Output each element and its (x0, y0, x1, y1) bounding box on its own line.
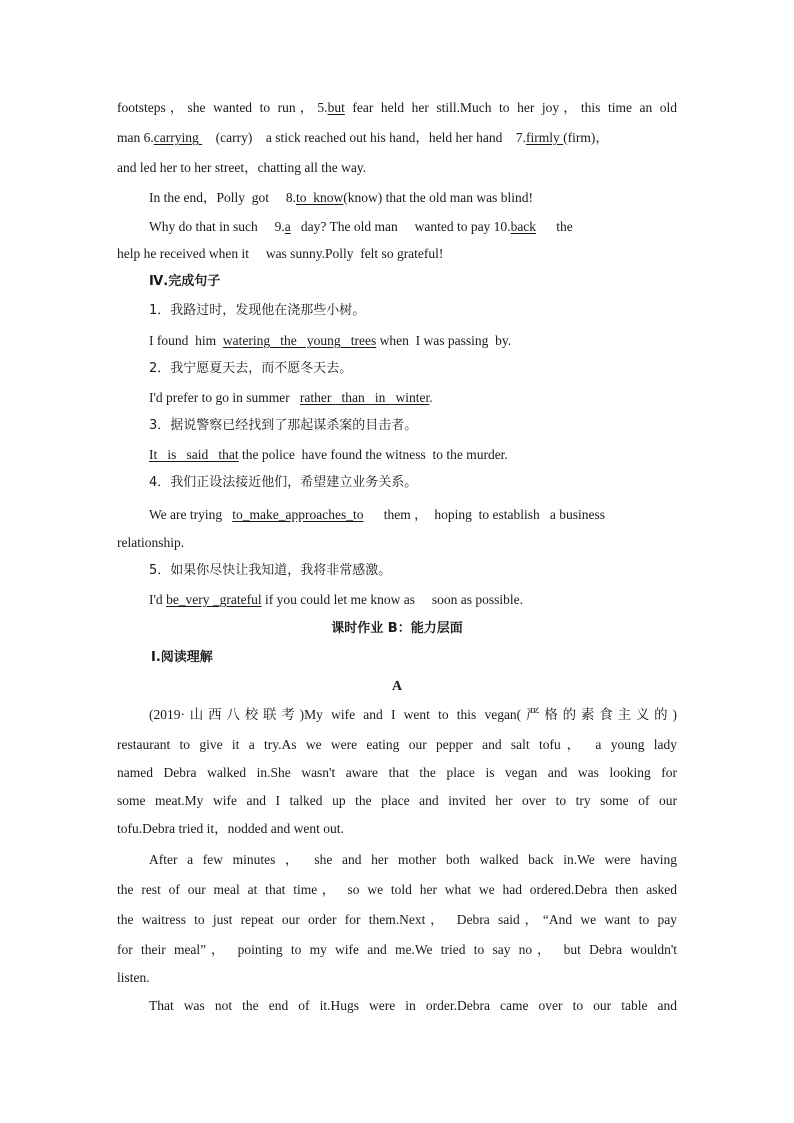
text: day? The old man wanted to pay 10. (290, 219, 511, 234)
text: the police have found the witness to the murder. (238, 447, 508, 462)
answer-5: but (327, 100, 345, 115)
passage-line: help he received when it was sunny.Polly felt so grateful! (117, 246, 444, 261)
text: (know) that the old man was blind! (343, 190, 533, 205)
passage-line: That was not the end of it.Hugs were in order.Debra came over to our table and (149, 998, 677, 1013)
text: when I was passing by. (376, 333, 512, 348)
question-prompt: 1．我路过时，发现他在浇那些小树。 (149, 303, 366, 318)
passage-line: tofu.Debra tried it，nodded and went out. (117, 821, 344, 836)
text: (firm)， (563, 130, 609, 145)
passage-line: the rest of our meal at that time， so we told her what we had ordered.Debra then asked (117, 882, 677, 897)
answer-blank: rather than in winter (299, 390, 430, 405)
text: footsteps，she wanted to run，5. (117, 100, 328, 115)
question-prompt: 2．我宁愿夏天去，而不愿冬天去。 (149, 361, 353, 376)
answer-8: to know (296, 190, 344, 205)
answer-7: firmly (526, 130, 564, 145)
passage-line (149, 189, 677, 207)
passage-line (149, 218, 677, 236)
text: I found him (149, 333, 223, 348)
passage-line: (2019·山西八校联考)My wife and I went to this vegan(严格的素食主义的) (149, 707, 677, 722)
text: We are trying (149, 507, 233, 522)
question-answer-line (149, 389, 677, 407)
question-answer-line (149, 506, 677, 524)
text: I'd prefer to go in summer (149, 390, 300, 405)
question-prompt: 3．据说警察已经找到了那起谋杀案的目击者。 (149, 418, 418, 433)
passage-line: After a few minutes ， she and her mother both walked back in.We were having (149, 852, 677, 867)
text: In the end，Polly got 8. (149, 190, 296, 205)
answer-6: carrying (153, 130, 203, 145)
passage-line: named Debra walked in.She wasn't aware that the place is vegan and was looking for (117, 765, 677, 780)
answer-9: a (284, 219, 291, 234)
question-prompt: 4．我们正设法接近他们，希望建立业务关系。 (149, 475, 418, 490)
text: man 6. (117, 130, 154, 145)
section-title: 课时作业 B：能力层面 (331, 621, 463, 636)
text: fear held her still.Much to her joy，this time an old (344, 100, 677, 115)
question-answer-line (149, 332, 677, 350)
text: them ， hoping to establish a business (363, 507, 605, 522)
passage-line: some meat.My wife and I talked up the place and invited her over to try some of our (117, 793, 677, 808)
passage-line: restaurant to give it a try.As we were eating our pepper and salt tofu， a young lady (117, 737, 677, 752)
question-answer-line: relationship. (117, 535, 185, 550)
passage-line: the waitress to just repeat our order for them.Next， Debra said，“And we want to pay (117, 912, 677, 927)
question-answer-line (149, 446, 677, 464)
answer-blank: watering the young trees (222, 333, 377, 348)
answer-blank: to_make_approaches_to (232, 507, 364, 522)
text: (carry) a stick reached out his hand，held her hand 7. (202, 130, 526, 145)
text: Why do that in such 9. (149, 219, 285, 234)
answer-blank: It is said that (149, 447, 239, 462)
text: I'd (149, 592, 167, 607)
question-answer-line (149, 591, 677, 609)
text: . (429, 390, 433, 405)
passage-line (117, 99, 677, 117)
passage-line (117, 129, 677, 147)
text: if you could let me know as soon as possible. (261, 592, 524, 607)
passage-label: A (391, 679, 403, 694)
question-prompt: 5．如果你尽快让我知道，我将非常感激。 (149, 563, 392, 578)
answer-10: back (510, 219, 537, 234)
text: the (536, 219, 573, 234)
section-heading: Ⅰ.阅读理解 (151, 650, 213, 665)
answer-blank: be_very _grateful (166, 592, 262, 607)
passage-line: for their meal”， pointing to my wife and me.We tried to say no， but Debra wouldn't (117, 942, 677, 957)
passage-line: and led her to her street，chatting all the way. (117, 160, 367, 175)
passage-line: listen. (117, 970, 150, 985)
section-heading: Ⅳ.完成句子 (149, 274, 221, 289)
